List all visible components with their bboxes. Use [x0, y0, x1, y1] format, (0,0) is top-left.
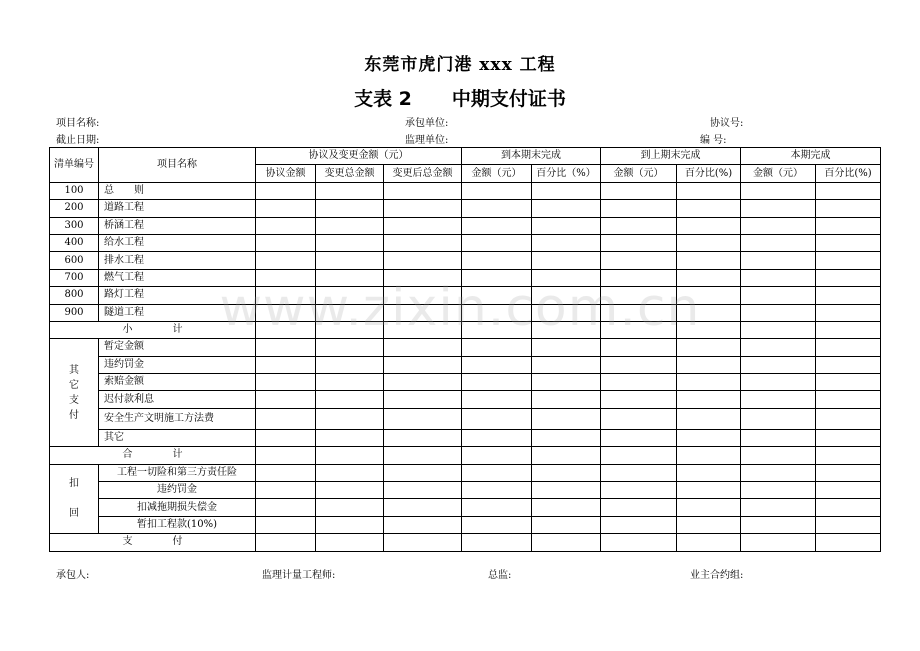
other-payment-label: 其 它 支 付: [50, 339, 99, 447]
value-cell: [462, 447, 532, 464]
table-row: [50, 287, 881, 304]
value-cell: [462, 534, 532, 551]
value-cell: [532, 252, 601, 269]
total-label: 合 计: [50, 447, 256, 464]
value-cell: [677, 287, 741, 304]
value-cell: [601, 464, 677, 481]
value-cell: [741, 321, 816, 338]
value-cell: [532, 482, 601, 499]
value-cell: [816, 269, 881, 286]
value-cell: [384, 269, 462, 286]
value-cell: [316, 304, 384, 321]
value-cell: [601, 217, 677, 234]
value-cell: [677, 304, 741, 321]
value-cell: [532, 516, 601, 533]
contractor-unit-label: 承包单位:: [405, 118, 449, 129]
value-cell: [601, 339, 677, 356]
value-cell: [677, 200, 741, 217]
value-cell: [677, 321, 741, 338]
value-cell: [316, 447, 384, 464]
deduct-item-name: 暂扣工程款(10%): [99, 516, 256, 533]
item-name: 桥涵工程: [99, 217, 256, 234]
table-row: [50, 269, 881, 286]
main-title: 东莞市虎门港 xxx 工程: [364, 55, 556, 75]
value-cell: [816, 464, 881, 481]
header-amount-this: 金额（元）: [741, 165, 816, 182]
item-no: 400: [50, 234, 99, 251]
value-cell: [532, 234, 601, 251]
value-cell: [741, 200, 816, 217]
value-cell: [256, 252, 316, 269]
value-cell: [677, 374, 741, 391]
item-no: 700: [50, 269, 99, 286]
value-cell: [532, 200, 601, 217]
value-cell: [816, 447, 881, 464]
value-cell: [532, 464, 601, 481]
value-cell: [741, 304, 816, 321]
value-cell: [816, 304, 881, 321]
value-cell: [462, 516, 532, 533]
value-cell: [601, 182, 677, 199]
value-cell: [677, 534, 741, 551]
value-cell: [256, 374, 316, 391]
value-cell: [384, 482, 462, 499]
value-cell: [256, 429, 316, 446]
value-cell: [677, 429, 741, 446]
value-cell: [741, 391, 816, 408]
table-row: [50, 234, 881, 251]
header-percent-this: 百分比(%): [816, 165, 881, 182]
table-row: [50, 464, 881, 481]
value-cell: [384, 429, 462, 446]
value-cell: [816, 200, 881, 217]
value-cell: [532, 391, 601, 408]
value-cell: [384, 356, 462, 373]
value-cell: [384, 447, 462, 464]
deduct-item-name: 工程一切险和第三方责任险: [99, 464, 256, 481]
value-cell: [462, 321, 532, 338]
value-cell: [816, 408, 881, 429]
deduct-item-name: 扣减拖期损失偿金: [99, 499, 256, 516]
value-cell: [462, 482, 532, 499]
value-cell: [677, 217, 741, 234]
value-cell: [532, 304, 601, 321]
value-cell: [816, 429, 881, 446]
deduct-label: 扣 回: [50, 464, 99, 534]
value-cell: [601, 269, 677, 286]
value-cell: [601, 391, 677, 408]
value-cell: [532, 429, 601, 446]
value-cell: [256, 408, 316, 429]
value-cell: [741, 374, 816, 391]
value-cell: [677, 482, 741, 499]
other-item-name: 安全生产文明施工方法费: [99, 408, 256, 429]
header-this-period: 本期完成: [741, 148, 881, 165]
value-cell: [601, 516, 677, 533]
value-cell: [601, 356, 677, 373]
item-name: 道路工程: [99, 200, 256, 217]
value-cell: [741, 269, 816, 286]
value-cell: [741, 429, 816, 446]
value-cell: [816, 252, 881, 269]
value-cell: [256, 482, 316, 499]
value-cell: [462, 339, 532, 356]
value-cell: [256, 356, 316, 373]
value-cell: [256, 516, 316, 533]
value-cell: [462, 356, 532, 373]
other-item-name: 其它: [99, 429, 256, 446]
value-cell: [741, 252, 816, 269]
other-item-name: 迟付款利息: [99, 391, 256, 408]
value-cell: [462, 269, 532, 286]
item-no: 900: [50, 304, 99, 321]
value-cell: [532, 374, 601, 391]
value-cell: [316, 287, 384, 304]
header-amount-last: 金额（元）: [601, 165, 677, 182]
value-cell: [741, 447, 816, 464]
value-cell: [462, 429, 532, 446]
table-row: [50, 339, 881, 356]
value-cell: [741, 516, 816, 533]
value-cell: [384, 321, 462, 338]
value-cell: [256, 534, 316, 551]
pay-label: 支 付: [50, 534, 256, 551]
value-cell: [532, 356, 601, 373]
table-row: [50, 408, 881, 429]
value-cell: [532, 321, 601, 338]
value-cell: [601, 252, 677, 269]
table-row: [50, 217, 881, 234]
value-cell: [816, 534, 881, 551]
value-cell: [462, 287, 532, 304]
value-cell: [316, 182, 384, 199]
value-cell: [316, 516, 384, 533]
value-cell: [462, 217, 532, 234]
value-cell: [816, 499, 881, 516]
deadline-label: 截止日期:: [56, 135, 100, 146]
value-cell: [677, 499, 741, 516]
value-cell: [462, 374, 532, 391]
table-row: [50, 356, 881, 373]
item-no: 100: [50, 182, 99, 199]
subtotal-label: 小 计: [50, 321, 256, 338]
value-cell: [816, 482, 881, 499]
table-row: [50, 499, 881, 516]
value-cell: [316, 391, 384, 408]
value-cell: [601, 234, 677, 251]
value-cell: [601, 200, 677, 217]
value-cell: [741, 339, 816, 356]
other-item-name: 暂定金额: [99, 339, 256, 356]
item-name: 排水工程: [99, 252, 256, 269]
header-after-change: 变更后总金额: [384, 165, 462, 182]
value-cell: [677, 356, 741, 373]
item-no: 800: [50, 287, 99, 304]
value-cell: [601, 374, 677, 391]
value-cell: [256, 447, 316, 464]
value-cell: [462, 464, 532, 481]
value-cell: [741, 182, 816, 199]
header-item-name: 项目名称: [99, 148, 256, 183]
value-cell: [316, 269, 384, 286]
table-row: [50, 391, 881, 408]
value-cell: [256, 464, 316, 481]
item-no: 300: [50, 217, 99, 234]
value-cell: [256, 304, 316, 321]
value-cell: [816, 321, 881, 338]
value-cell: [532, 287, 601, 304]
value-cell: [677, 234, 741, 251]
value-cell: [677, 391, 741, 408]
item-name: 给水工程: [99, 234, 256, 251]
header-item-no: 清单编号: [50, 148, 99, 183]
value-cell: [677, 269, 741, 286]
value-cell: [384, 464, 462, 481]
value-cell: [462, 391, 532, 408]
value-cell: [316, 200, 384, 217]
value-cell: [384, 499, 462, 516]
value-cell: [816, 234, 881, 251]
value-cell: [601, 447, 677, 464]
value-cell: [384, 516, 462, 533]
sub-title: [0, 84, 920, 111]
footer-owner: 业主合约组:: [690, 570, 744, 581]
value-cell: [316, 482, 384, 499]
header-amount: 金额（元）: [462, 165, 532, 182]
value-cell: [601, 287, 677, 304]
value-cell: [462, 200, 532, 217]
value-cell: [462, 182, 532, 199]
deduct-item-name: 违约罚金: [99, 482, 256, 499]
value-cell: [256, 287, 316, 304]
value-cell: [316, 252, 384, 269]
value-cell: [256, 321, 316, 338]
table-row: [50, 304, 881, 321]
value-cell: [816, 516, 881, 533]
supervision-unit-label: 监理单位:: [405, 135, 449, 146]
value-cell: [741, 356, 816, 373]
value-cell: [677, 252, 741, 269]
item-name: 总 则: [99, 182, 256, 199]
value-cell: [532, 534, 601, 551]
value-cell: [256, 200, 316, 217]
table-row: [50, 200, 881, 217]
value-cell: [384, 217, 462, 234]
value-cell: [816, 356, 881, 373]
value-cell: [601, 429, 677, 446]
value-cell: [316, 499, 384, 516]
value-cell: [532, 217, 601, 234]
value-cell: [316, 429, 384, 446]
value-cell: [256, 269, 316, 286]
header-to-end-last: 到上期末完成: [601, 148, 741, 165]
sub-title-text: 中期支付证书: [451, 88, 566, 110]
value-cell: [256, 234, 316, 251]
value-cell: [256, 499, 316, 516]
value-cell: [384, 408, 462, 429]
value-cell: [816, 374, 881, 391]
value-cell: [384, 304, 462, 321]
table-row: [50, 516, 881, 533]
value-cell: [601, 534, 677, 551]
item-no: 200: [50, 200, 99, 217]
value-cell: [601, 408, 677, 429]
watermark: www.zixin.com.cn: [219, 278, 701, 338]
other-item-name: 违约罚金: [99, 356, 256, 373]
value-cell: [601, 321, 677, 338]
agreement-no-label: 协议号:: [710, 118, 744, 129]
footer-contractor: 承包人:: [56, 570, 90, 581]
project-name-label: 项目名称:: [56, 118, 100, 129]
item-name: 燃气工程: [99, 269, 256, 286]
value-cell: [462, 234, 532, 251]
value-cell: [532, 447, 601, 464]
value-cell: [316, 356, 384, 373]
value-cell: [384, 339, 462, 356]
sub-title-table-no: 支表 2: [354, 88, 412, 110]
value-cell: [316, 374, 384, 391]
value-cell: [532, 269, 601, 286]
footer-director: 总监:: [488, 570, 512, 581]
value-cell: [601, 482, 677, 499]
footer-engineer: 监理计量工程师:: [262, 570, 336, 581]
value-cell: [256, 339, 316, 356]
value-cell: [532, 408, 601, 429]
value-cell: [256, 182, 316, 199]
table-row: [50, 482, 881, 499]
value-cell: [316, 217, 384, 234]
value-cell: [384, 374, 462, 391]
value-cell: [384, 182, 462, 199]
value-cell: [532, 499, 601, 516]
value-cell: [532, 182, 601, 199]
value-cell: [816, 391, 881, 408]
value-cell: [316, 234, 384, 251]
header-agreement-group: 协议及变更金额（元）: [256, 148, 462, 165]
value-cell: [316, 534, 384, 551]
other-item-name: 索赔金额: [99, 374, 256, 391]
value-cell: [601, 499, 677, 516]
item-name: 路灯工程: [99, 287, 256, 304]
value-cell: [601, 304, 677, 321]
value-cell: [741, 234, 816, 251]
value-cell: [384, 391, 462, 408]
payment-table: [49, 147, 881, 552]
value-cell: [741, 534, 816, 551]
value-cell: [532, 339, 601, 356]
value-cell: [316, 339, 384, 356]
value-cell: [384, 252, 462, 269]
header-change-total: 变更总金额: [316, 165, 384, 182]
item-name: 隧道工程: [99, 304, 256, 321]
header-agreement-amount: 协议金额: [256, 165, 316, 182]
value-cell: [677, 516, 741, 533]
value-cell: [677, 447, 741, 464]
value-cell: [384, 534, 462, 551]
value-cell: [677, 339, 741, 356]
value-cell: [462, 408, 532, 429]
value-cell: [462, 304, 532, 321]
value-cell: [741, 287, 816, 304]
header-percent: 百分比（%）: [532, 165, 601, 182]
value-cell: [741, 408, 816, 429]
value-cell: [316, 408, 384, 429]
value-cell: [816, 217, 881, 234]
value-cell: [741, 464, 816, 481]
serial-no-label: 编 号:: [700, 135, 727, 146]
value-cell: [256, 391, 316, 408]
value-cell: [677, 464, 741, 481]
value-cell: [384, 234, 462, 251]
value-cell: [256, 217, 316, 234]
value-cell: [462, 252, 532, 269]
value-cell: [462, 499, 532, 516]
item-no: 600: [50, 252, 99, 269]
value-cell: [741, 499, 816, 516]
header-to-end-this: 到本期末完成: [462, 148, 601, 165]
table-row: [50, 252, 881, 269]
value-cell: [816, 339, 881, 356]
table-row: [50, 374, 881, 391]
table-row: [50, 182, 881, 199]
value-cell: [384, 287, 462, 304]
value-cell: [677, 408, 741, 429]
value-cell: [384, 200, 462, 217]
value-cell: [741, 217, 816, 234]
header-percent-last: 百分比(%): [677, 165, 741, 182]
value-cell: [316, 321, 384, 338]
value-cell: [316, 464, 384, 481]
value-cell: [816, 182, 881, 199]
value-cell: [816, 287, 881, 304]
table-row: [50, 429, 881, 446]
value-cell: [677, 182, 741, 199]
value-cell: [741, 482, 816, 499]
